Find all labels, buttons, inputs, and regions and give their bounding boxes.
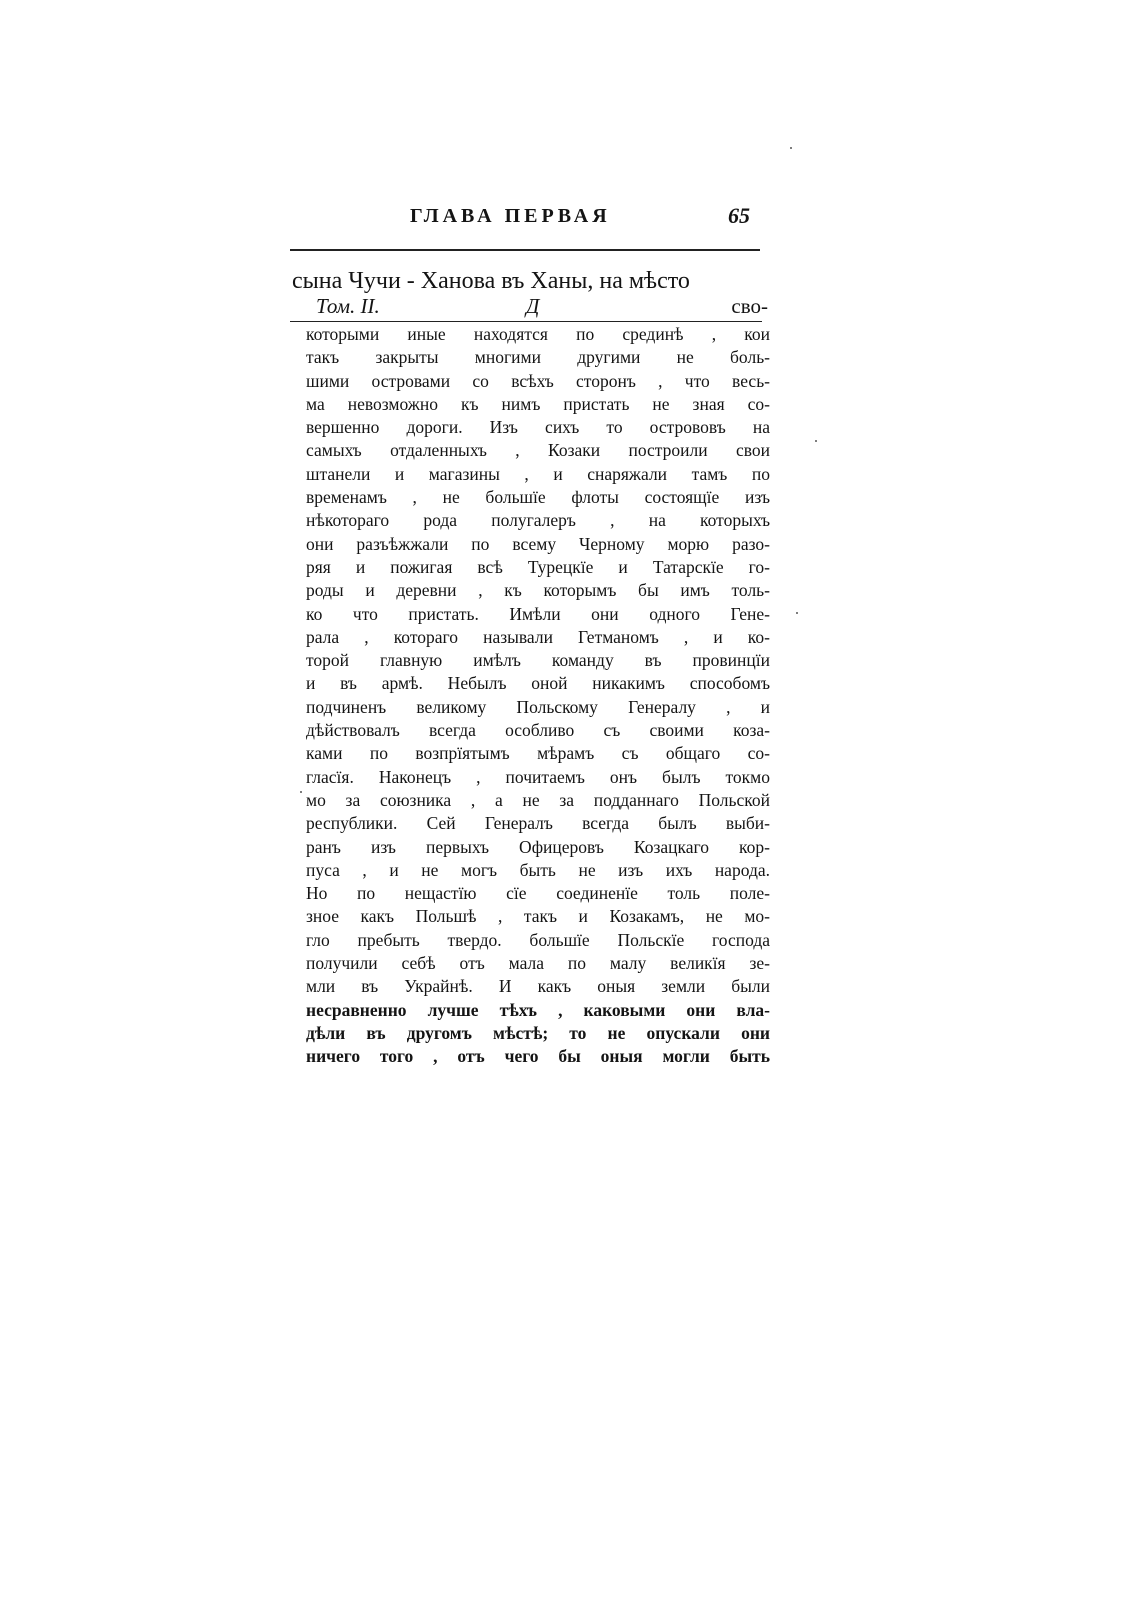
body-line: зное какъ Польшѣ , такъ и Козакамъ, не мо- [306, 906, 770, 927]
body-line: подчиненъ великому Польскому Генералу , и [306, 696, 770, 717]
body-line: дѣли въ другомъ мѣстѣ; то не опускали они [306, 1022, 770, 1043]
paper-speck [796, 612, 798, 614]
paper-speck [790, 147, 792, 149]
body-line: штанели и магазины , и снаряжали тамъ по [306, 463, 770, 484]
body-line: вершенно дороги. Изъ сихъ то острововъ на [306, 417, 770, 438]
body-line: ками по возпрїятымъ мѣрамъ съ общаго со- [306, 743, 770, 764]
body-line: они разъѣжжали по всему Черному морю разо- [306, 533, 770, 554]
body-line: ко что пристать. Имѣли они одного Гене- [306, 603, 770, 624]
body-line: ничего того , отъ чего бы оныя могли быть [306, 1046, 770, 1067]
paper-speck [300, 791, 302, 793]
body-line: такъ закрыты многими другими не боль- [306, 347, 770, 368]
body-line: временамъ , не большїе флоты состоящїе изъ [306, 487, 770, 508]
body-line: ранъ изъ первыхъ Офицеровъ Козацкаго кор- [306, 836, 770, 857]
body-line: и въ армѣ. Небылъ оной никакимъ способомъ [306, 673, 770, 694]
body-line: республики. Сей Генералъ всегда былъ выби- [306, 813, 770, 834]
body-line: ряя и пожигая всѣ Турецкїе и Татарскїе го- [306, 556, 770, 577]
section-rule [290, 321, 762, 322]
catchword: сво- [731, 294, 768, 318]
page-number: 65 [728, 203, 750, 228]
running-title: ГЛАВА ПЕРВАЯ [410, 205, 611, 227]
body-line: роды и деревни , къ которымъ бы имъ толь- [306, 580, 770, 601]
body-line: получили себѣ отъ мала по малу великїя зе- [306, 953, 770, 974]
body-line: мо за союзника , а не за подданнаго Польской [306, 789, 770, 810]
body-line: рала , котораго называли Гетманомъ , и ко- [306, 626, 770, 647]
body-line: которыми иные находятся по срединѣ , кои [306, 324, 770, 344]
body-text [306, 323, 770, 1069]
body-line: самыхъ отдаленныхъ , Козаки построили свои [306, 440, 770, 461]
page-header [290, 199, 760, 239]
header-rule [290, 249, 760, 251]
body-line: гласїя. Наконецъ , почитаемъ онъ былъ токмо [306, 766, 770, 787]
body-line: шими островами со всѣхъ сторонъ , что весь- [306, 370, 770, 391]
body-line: дѣйствовалъ всегда особливо съ своими коза- [306, 720, 770, 741]
body-line: мли въ Украйнѣ. И какъ оныя земли были [306, 976, 770, 997]
paper-speck [815, 440, 817, 442]
body-line: пуса , и не могъ быть не изъ ихъ народа. [306, 859, 770, 880]
signature-mark: Д [526, 294, 540, 318]
body-line: гло пребыть твердо. большїе Польскїе господа [306, 929, 770, 950]
body-line: несравненно лучше тѣхъ , каковыми они вла- [306, 999, 770, 1020]
carry-over-text: сына Чучи - Ханова въ Ханы, на мѣсто [292, 268, 690, 294]
signature-volume: Том. II. [316, 294, 380, 318]
body-line: торой главную имѣлъ команду въ провинцїи [306, 650, 770, 671]
body-line: нѣкотораго рода полугалеръ , на которыхъ [306, 510, 770, 531]
body-line: Но по нещастїю сїе соединенїе толь поле- [306, 883, 770, 904]
body-line: ма невозможно къ нимъ пристать не зная со- [306, 393, 770, 414]
carry-over-line [292, 267, 768, 295]
